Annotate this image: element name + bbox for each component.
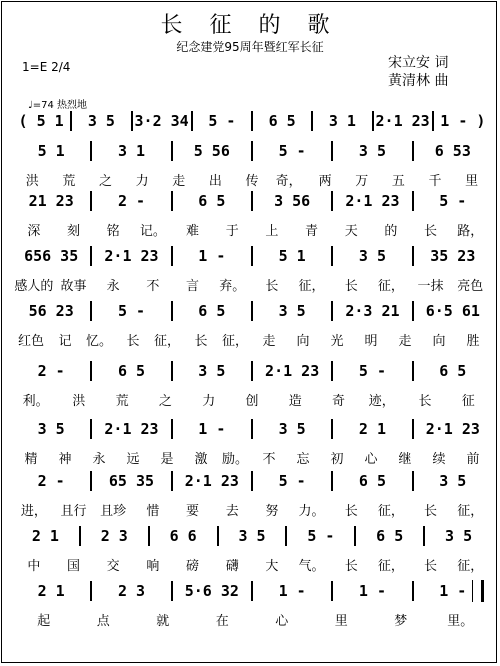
bar-line (90, 246, 92, 266)
lyric-syllable: 长 (194, 334, 208, 349)
lyric-syllable: 磅 (186, 559, 200, 574)
lyric-syllable: 亮色 (457, 279, 484, 294)
lyric-syllable: 胜 (466, 334, 480, 349)
measure: 2·1 23 (104, 247, 159, 265)
bar-line (90, 301, 92, 321)
lyric-syllable: 奇， (275, 174, 302, 189)
bar-line (251, 191, 253, 211)
final-double-bar (472, 580, 484, 602)
lyric-syllable: 记。 (139, 224, 166, 239)
measure: 5 - (278, 472, 306, 490)
lyric-syllable: 征， (457, 504, 484, 519)
measure: 1 - (358, 582, 387, 600)
measure: 5 - (439, 192, 467, 210)
lyric-syllable: 路， (457, 224, 484, 239)
bar-line (251, 471, 253, 491)
bar-line (285, 526, 287, 546)
lyric-syllable: 响 (146, 559, 160, 574)
lyric-syllable: 前 (466, 452, 480, 467)
lyric-syllable: 向 (296, 334, 310, 349)
lyric-syllable: 里 (465, 174, 479, 189)
bar-line (251, 111, 253, 131)
bar-line (70, 111, 72, 131)
lyrics-line (14, 610, 490, 629)
lyric-syllable: 不 (146, 279, 160, 294)
lyric-syllable: 出 (208, 174, 222, 189)
lyric-syllable: 难 (186, 224, 200, 239)
lyric-syllable: 远 (126, 452, 140, 467)
measure: 2 - (117, 192, 146, 210)
lyric-syllable: 在 (215, 614, 229, 629)
lyric-syllable: 忘 (296, 452, 310, 467)
notation-line (14, 300, 490, 322)
measure: 6·5 61 (425, 302, 480, 320)
bar-line (412, 301, 414, 321)
lyric-syllable: 努 (265, 504, 279, 519)
bar-line (412, 246, 414, 266)
bar-line (171, 581, 173, 601)
lyrics-line (14, 448, 490, 467)
measure: 2·1 23 (425, 420, 480, 438)
lyric-syllable: 深 (27, 224, 41, 239)
lyric-syllable: 进， (20, 504, 47, 519)
key-signature: 1=E 2/4 (22, 60, 71, 74)
bar-line (171, 471, 173, 491)
notation-line (14, 140, 490, 162)
measure: 2·1 23 (184, 472, 239, 490)
measure: ( 5 1 (18, 112, 64, 130)
measure: 5 - (117, 302, 146, 320)
lyric-syllable: 上 (265, 224, 279, 239)
lyric-syllable: 续 (432, 452, 446, 467)
bar-line (412, 361, 414, 381)
measure: 5 - (307, 527, 335, 545)
measure: 3 5 (358, 142, 387, 160)
bar-line (217, 526, 219, 546)
lyric-syllable: 不 (262, 452, 276, 467)
lyric-syllable: 向 (432, 334, 446, 349)
lyric-syllable: 里。 (447, 614, 474, 629)
lyric-syllable: 永 (106, 279, 120, 294)
lyric-syllable: 天 (344, 224, 358, 239)
lyric-syllable: 长 (344, 559, 358, 574)
lyric-syllable: 惜 (146, 504, 160, 519)
lyric-syllable: 征， (377, 559, 404, 574)
song-subtitle: 纪念建党95周年暨红军长征 (176, 40, 324, 54)
tempo-marking: ♩=74 热烈地 (28, 100, 87, 111)
measure: 6 5 (117, 362, 146, 380)
measure: 5 - (208, 112, 236, 130)
lyric-syllable: 长 (126, 334, 140, 349)
lyric-syllable: 神 (58, 452, 72, 467)
lyric-syllable: 力。 (298, 504, 325, 519)
lyric-syllable: 弃。 (219, 279, 246, 294)
lyric-syllable: 万 (355, 174, 369, 189)
bar-line (412, 141, 414, 161)
bar-line (311, 111, 313, 131)
measure: 3 5 (278, 302, 306, 320)
lyric-syllable: 一抹 (417, 279, 444, 294)
measure: 1 - (439, 582, 467, 600)
measure: 656 35 (24, 247, 79, 265)
measure: 3 5 (445, 527, 473, 545)
bar-line (90, 191, 92, 211)
lyric-syllable: 长 (418, 394, 432, 409)
lyric-syllable: 红色 (17, 334, 44, 349)
lyrics-line (14, 500, 490, 519)
measure: 3 5 (37, 420, 65, 438)
song-title: 长 征 的 歌 (160, 13, 340, 38)
notation-line (14, 110, 490, 132)
lyric-syllable: 国 (67, 559, 81, 574)
notation-line (14, 525, 490, 547)
lyric-syllable: 心 (275, 614, 289, 629)
bar-line (412, 419, 414, 439)
lyric-syllable: 走 (262, 334, 276, 349)
bar-line (171, 419, 173, 439)
bar-line (412, 471, 414, 491)
measure: 2 1 (358, 420, 387, 438)
measure: 3 5 (278, 420, 306, 438)
bar-line (90, 471, 92, 491)
bar-line (331, 361, 333, 381)
measure: 3 5 (198, 362, 226, 380)
lyric-syllable: 洪 (72, 394, 86, 409)
measure: 2 1 (37, 582, 65, 600)
bar-line (251, 581, 253, 601)
lyrics-line (14, 330, 490, 349)
bar-line (148, 526, 150, 546)
measure: 1 - ) (440, 112, 486, 130)
lyric-syllable: 荒 (62, 174, 76, 189)
bar-line (171, 191, 173, 211)
lyric-syllable: 永 (92, 452, 106, 467)
lyric-syllable: 的 (384, 224, 398, 239)
measure: 65 35 (108, 472, 155, 490)
measure: 1 - (278, 582, 306, 600)
bar-line (331, 581, 333, 601)
lyric-syllable: 励。 (221, 452, 248, 467)
lyric-syllable: 继 (398, 452, 412, 467)
lyric-syllable: 且行 (60, 504, 87, 519)
measure: 5·6 32 (184, 582, 239, 600)
lyric-syllable: 征， (153, 334, 180, 349)
bar-line (251, 246, 253, 266)
lyric-syllable: 千 (428, 174, 442, 189)
lyric-syllable: 去 (225, 504, 239, 519)
measure: 2 3 (117, 582, 146, 600)
lyric-syllable: 初 (330, 452, 344, 467)
bar-line (331, 419, 333, 439)
measure: 6 5 (268, 112, 296, 130)
bar-line (412, 581, 414, 601)
lyric-syllable: 走 (398, 334, 412, 349)
measure: 2·3 21 (345, 302, 400, 320)
bar-line (423, 526, 425, 546)
lyric-syllable: 感人的 (14, 279, 54, 294)
measure: 2·1 23 (104, 420, 159, 438)
lyric-syllable: 言 (186, 279, 200, 294)
bar-line (331, 246, 333, 266)
bar-line (251, 141, 253, 161)
lyrics-line (14, 390, 490, 409)
notation-line (14, 470, 490, 492)
bar-line (331, 191, 333, 211)
measure: 6 5 (376, 527, 404, 545)
composer-credit: 黄清林 曲 (388, 73, 449, 89)
measure: 2·1 23 (375, 112, 430, 130)
lyric-syllable: 且珍 (100, 504, 127, 519)
lyric-syllable: 之 (99, 174, 113, 189)
lyric-syllable: 记 (58, 334, 72, 349)
lyric-syllable: 征， (377, 504, 404, 519)
bar-line (372, 111, 374, 131)
lyric-syllable: 利。 (22, 394, 49, 409)
measure: 2·1 23 (345, 192, 400, 210)
measure: 3 5 (439, 472, 467, 490)
lyric-syllable: 中 (27, 559, 41, 574)
lyric-syllable: 走 (172, 174, 186, 189)
bar-line (251, 301, 253, 321)
bar-line (90, 141, 92, 161)
bar-line (90, 581, 92, 601)
measure: 2 3 (100, 527, 128, 545)
bar-line (131, 111, 133, 131)
lyrics-line (14, 555, 490, 574)
lyric-syllable: 力 (202, 394, 216, 409)
measure: 6 5 (439, 362, 467, 380)
lyric-syllable: 铭 (106, 224, 120, 239)
measure: 3 5 (358, 247, 387, 265)
measure: 35 23 (430, 247, 476, 265)
measure: 3 5 (87, 112, 115, 130)
lyrics-line (14, 275, 490, 294)
measure: 1 - (198, 420, 226, 438)
measure: 5 1 (278, 247, 306, 265)
notation-line (14, 360, 490, 382)
lyric-syllable: 心 (364, 452, 378, 467)
bar-line (171, 361, 173, 381)
measure: 5 56 (193, 142, 230, 160)
lyric-syllable: 起 (37, 614, 51, 629)
bar-line (171, 246, 173, 266)
notation-line (14, 190, 490, 212)
lyric-syllable: 长 (265, 279, 279, 294)
bar-line (251, 361, 253, 381)
lyric-syllable: 长 (344, 504, 358, 519)
measure: 3 1 (328, 112, 356, 130)
lyric-syllable: 明 (364, 334, 378, 349)
lyric-syllable: 征 (461, 394, 475, 409)
lyric-syllable: 长 (424, 504, 438, 519)
lyric-syllable: 就 (156, 614, 170, 629)
lyric-syllable: 精 (24, 452, 38, 467)
lyric-syllable: 五 (391, 174, 405, 189)
measure: 3·2 34 (134, 112, 189, 130)
lyric-syllable: 梦 (394, 614, 408, 629)
lyric-syllable: 点 (96, 614, 110, 629)
bar-line (432, 111, 434, 131)
bar-line (191, 111, 193, 131)
lyric-syllable: 征， (298, 279, 325, 294)
measure: 2 - (37, 362, 65, 380)
lyric-syllable: 两 (318, 174, 332, 189)
bar-line (331, 141, 333, 161)
lyric-syllable: 交 (106, 559, 120, 574)
measure: 2 1 (31, 527, 59, 545)
lyric-syllable: 大 (265, 559, 279, 574)
measure: 3 56 (274, 192, 311, 210)
measure: 6 53 (434, 142, 471, 160)
measure: 21 23 (28, 192, 74, 210)
bar-line (171, 301, 173, 321)
measure: 56 23 (28, 302, 74, 320)
bar-line (90, 361, 92, 381)
lyric-syllable: 是 (160, 452, 174, 467)
measure: 6 5 (198, 192, 226, 210)
lyric-syllable: 征， (457, 559, 484, 574)
lyric-syllable: 之 (158, 394, 172, 409)
lyric-syllable: 荒 (115, 394, 129, 409)
measure: 5 - (278, 142, 306, 160)
bar-line (171, 141, 173, 161)
lyric-syllable: 里 (334, 614, 348, 629)
lyric-syllable: 洪 (25, 174, 39, 189)
measure: 3 1 (117, 142, 146, 160)
measure: 6 5 (198, 302, 226, 320)
bar-line (251, 419, 253, 439)
lyric-syllable: 激 (194, 452, 208, 467)
lyric-syllable: 长 (424, 224, 438, 239)
lyric-syllable: 创 (245, 394, 259, 409)
lyric-syllable: 要 (186, 504, 200, 519)
lyric-syllable: 于 (225, 224, 239, 239)
bar-line (331, 471, 333, 491)
lyric-syllable: 长 (424, 559, 438, 574)
notation-line (14, 245, 490, 267)
lyric-syllable: 光 (330, 334, 344, 349)
bar-line (354, 526, 356, 546)
bar-line (412, 191, 414, 211)
lyric-syllable: 征， (377, 279, 404, 294)
lyric-syllable: 迹， (368, 394, 395, 409)
lyric-syllable: 故事 (60, 279, 87, 294)
measure: 5 - (358, 362, 387, 380)
notation-line (14, 418, 490, 440)
lyric-syllable: 传 (245, 174, 259, 189)
measure: 6 6 (169, 527, 197, 545)
lyrics-line (14, 170, 490, 189)
lyric-syllable: 力 (135, 174, 149, 189)
measure: 2 - (37, 472, 65, 490)
measure: 2·1 23 (265, 362, 320, 380)
lyric-syllable: 造 (288, 394, 302, 409)
bar-line (331, 301, 333, 321)
bar-line (90, 419, 92, 439)
measure: 3 5 (238, 527, 266, 545)
measure: 5 1 (37, 142, 65, 160)
lyric-syllable: 忆。 (85, 334, 112, 349)
lyric-syllable: 奇 (331, 394, 345, 409)
lyricist-credit: 宋立安 词 (388, 55, 449, 71)
bar-line (79, 526, 81, 546)
lyrics-line (14, 220, 490, 239)
lyric-syllable: 征， (221, 334, 248, 349)
lyric-syllable: 刻 (67, 224, 81, 239)
lyric-syllable: 长 (344, 279, 358, 294)
measure: 6 5 (358, 472, 387, 490)
measure: 1 - (198, 247, 226, 265)
lyric-syllable: 青 (305, 224, 319, 239)
lyric-syllable: 气。 (298, 559, 325, 574)
lyric-syllable: 礴 (225, 559, 239, 574)
notation-line (14, 580, 490, 602)
